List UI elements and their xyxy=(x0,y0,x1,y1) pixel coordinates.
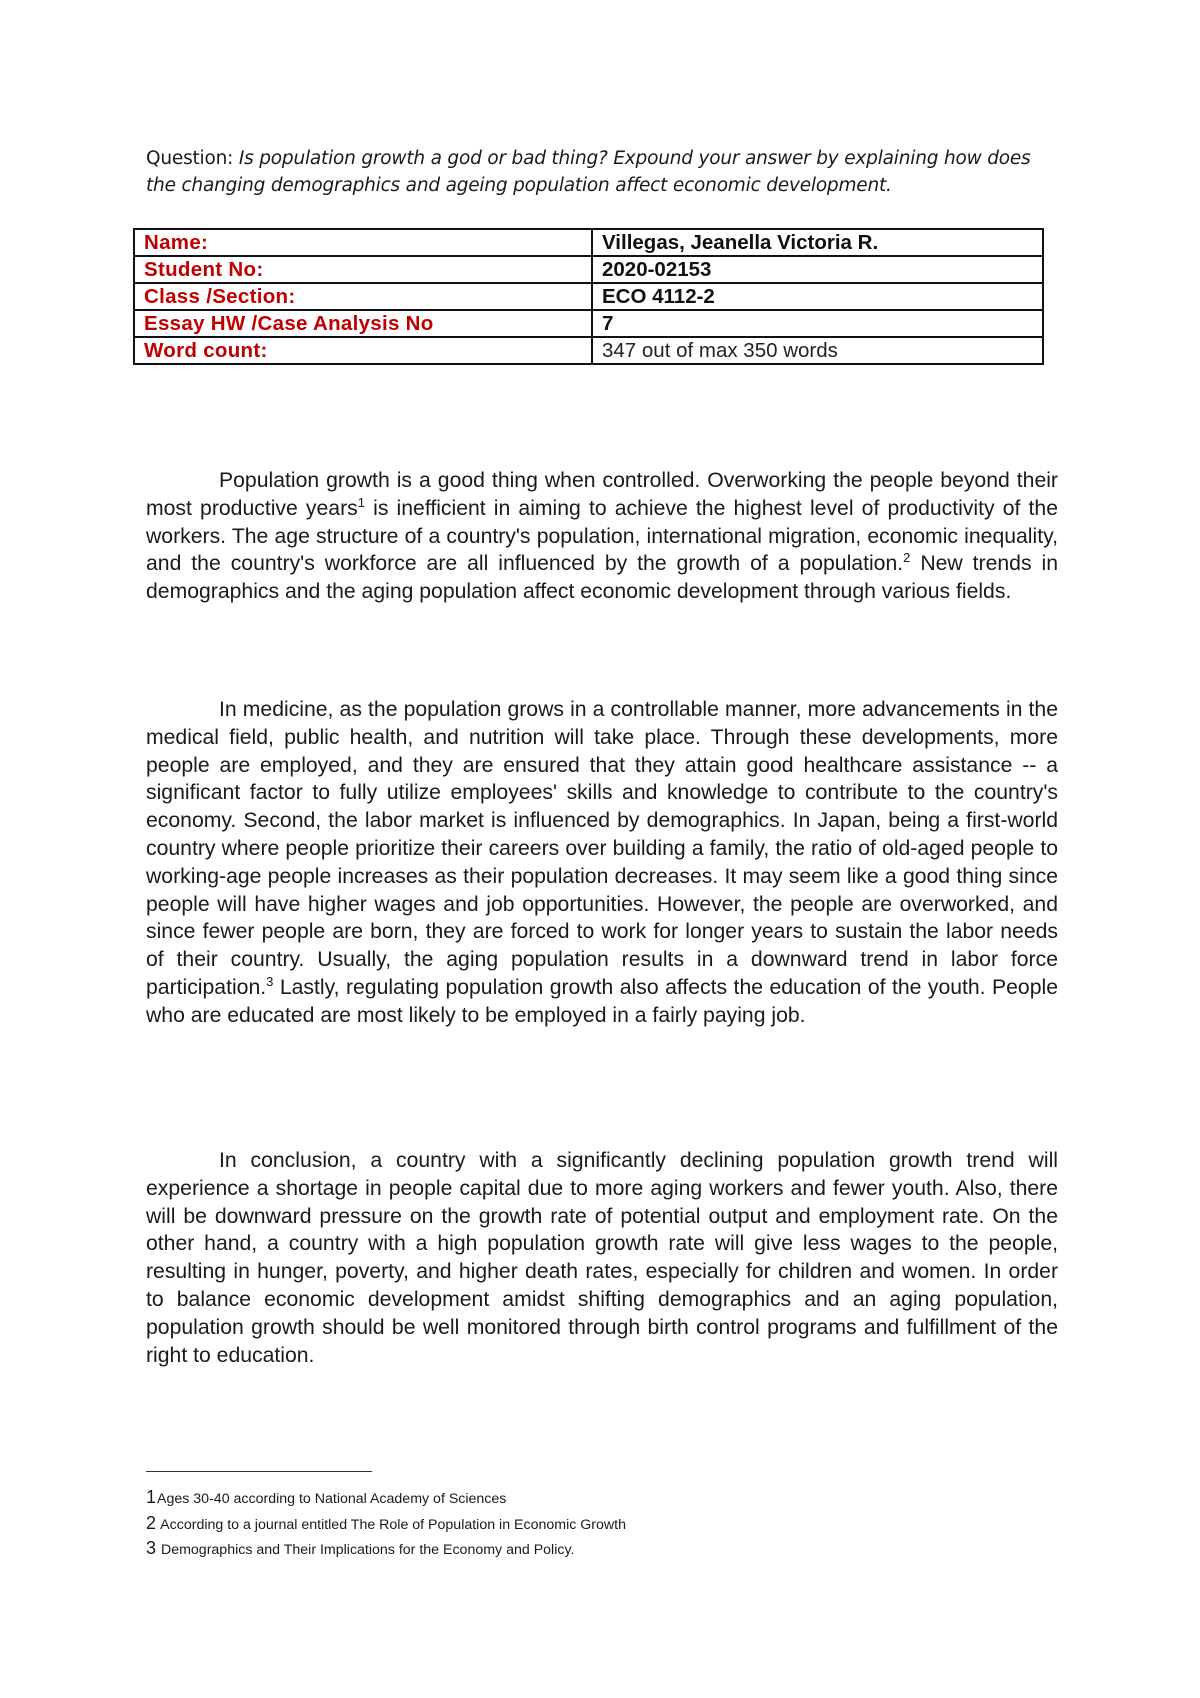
footnote-3 xyxy=(146,1537,1046,1563)
student-no-value: 2020-02153 xyxy=(592,256,1043,283)
table-row-student-no xyxy=(134,256,1043,283)
footnote-ref-1: 1 xyxy=(357,494,365,510)
question-body: Is population growth a god or bad thing? Expound your answer by explaining how does the changing demographics and ageing population affect economic development. xyxy=(146,148,1031,196)
paragraph-text: Population growth is a good thing when controlled. Overworking the people beyond their most productive years xyxy=(146,469,1058,520)
word-count-label: Word count: xyxy=(134,337,592,364)
footnote-text: Ages 30-40 according to National Academy of Sciences xyxy=(157,1491,507,1507)
footnote-divider xyxy=(146,1471,372,1472)
name-label: Name: xyxy=(134,229,592,256)
paragraph-text: New trends in demographics and the aging population affect economic development through various fields. xyxy=(146,552,1058,604)
class-section-value: ECO 4112-2 xyxy=(592,283,1043,310)
student-no-label: Student No: xyxy=(134,256,592,283)
footnote-text: Demographics and Their Implications for the Economy and Policy. xyxy=(157,1542,575,1558)
footnote-ref-3: 3 xyxy=(266,973,274,989)
footnote-number: 1 xyxy=(146,1487,157,1507)
word-count-value: 347 out of max 350 words xyxy=(592,337,1043,364)
table-row-essay-no xyxy=(134,310,1043,337)
essay-paragraph-intro xyxy=(146,467,1058,606)
essay-no-label: Essay HW /Case Analysis No xyxy=(134,310,592,337)
footnote-number: 2 xyxy=(146,1512,157,1533)
footnote-1 xyxy=(146,1486,1046,1512)
table-row-name xyxy=(134,229,1043,256)
table-row-word-count xyxy=(134,337,1043,364)
question-prompt xyxy=(146,146,1046,199)
paragraph-text: Lastly, regulating population growth also affects the education of the youth. People who are educated are most likely to be employed in a fairly paying job. xyxy=(146,975,1058,1027)
footnote-number: 3 xyxy=(146,1538,157,1558)
student-info-table xyxy=(133,228,1044,365)
footnote-ref-2: 2 xyxy=(903,550,911,566)
question-prefix: Question: xyxy=(146,148,239,169)
essay-paragraph-conclusion xyxy=(146,1147,1058,1369)
footnote-text: According to a journal entitled The Role of Population in Economic Growth xyxy=(157,1516,626,1533)
essay-paragraph-body xyxy=(146,696,1058,1030)
footnote-2 xyxy=(146,1512,1046,1538)
footnotes xyxy=(146,1486,1046,1563)
name-value: Villegas, Jeanella Victoria R. xyxy=(592,229,1043,256)
paragraph-text: In medicine, as the population grows in a controllable manner, more advancements in the medical field, public health, and nutrition will take place. Through these developments, more people are employed, and they are ensured that they attain good healthcare assistance -- a significant factor to fully utilize employees' skills and knowledge to contribute to the country's economy. Second, the labor market is influenced by demographics. In Japan, being a first-world country where people prioritize their careers over building a family, the ratio of old-aged people to working-age people increases as their population decreases. It may seem like a good thing since people will have higher wages and job opportunities. However, the people are overworked, and since fewer people are born, they are forced to work for longer years to sustain the labor needs of their country. Usually, the aging population results in a downward trend in labor force participation. xyxy=(146,698,1058,999)
table-row-class-section xyxy=(134,283,1043,310)
paragraph-text: is inefficient in aiming to achieve the highest level of productivity of the workers. The age structure of a country's population, international migration, economic inequality, and the country's workforce are all influenced by the growth of a population. xyxy=(146,496,1058,576)
class-section-label: Class /Section: xyxy=(134,283,592,310)
essay-no-value: 7 xyxy=(592,310,1043,337)
paragraph-text: In conclusion, a country with a significantly declining population growth trend will experience a shortage in people capital due to more aging workers and fewer youth. Also, there will be downward pressure on the growth rate of potential output and employment rate. On the other hand, a country with a high population growth rate will give less wages to the people, resulting in hunger, poverty, and higher death rates, especially for children and women. In order to balance economic development amidst shifting demographics and an aging population, population growth should be well monitored through birth control programs and fulfillment of the right to education. xyxy=(146,1149,1058,1367)
